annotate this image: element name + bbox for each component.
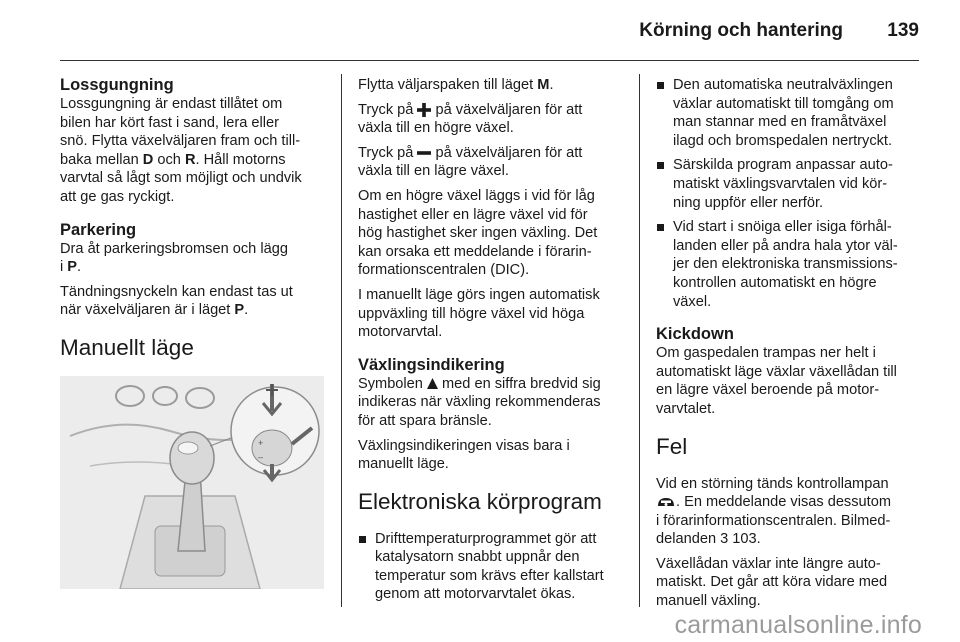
heading-vaxlingsindikering: Växlingsindikering [358,355,505,374]
svg-text:+: + [258,437,264,448]
heading-fel: Fel [656,433,688,459]
heading-parkering: Parkering [60,220,137,239]
bullet-icon [657,82,664,89]
paragraph-manual-shifting: Växellådan växlar inte längre auto- matiskt. Det går att köra vidare med manuell växling. [656,555,888,610]
heading-elektroniska-korprogram: Elektroniska körprogram [358,488,602,514]
page-header [0,0,960,62]
column-3 [656,76,924,617]
paragraph-gear-speed: Om en högre växel läggs i vid för låg hastighet eller en lägre växel vid för hög hastighet sker ingen växling. Det kan orsaka ett meddelande i förarin- formationscentralen (DIC). [358,187,598,279]
bullet-icon [657,162,664,169]
paragraph-fault: Vid en störning tänds kontrollampan . En meddelande visas dessutom i förarinformationscentralen. Bilmed- delanden 3 103. [656,475,891,548]
bullet-icon [359,536,366,543]
paragraph-lossgungning: Lossgungning är endast tillåtet om bilen har kört fast i sand, lera eller snö. Flytta växelväljaren fram och till- baka mellan D och R. Håll motorns varvtal så lågt som möjligt och undvik att ge gas ryckigt. [60,96,302,205]
svg-text:–: – [258,451,264,462]
paragraph-downshift: Tryck på på växelväljaren för att växla till en lägre växel. [358,144,583,180]
paragraph-move-lever: Flytta väljarspaken till läget M. [358,77,554,93]
paragraph-upshift: Tryck på på växelväljaren för att växla till en högre växel. [358,101,583,137]
minus-icon [417,146,431,160]
column-divider [341,74,342,607]
list-item: Den automatiska neutralväxlingen växlar automatiskt till tomgång om man stannar med en framåtväxel ilagd och bromspedalen nertryckt. [656,76,924,150]
reference-arrow-icon: 3 [720,531,729,548]
column-1 [60,76,328,589]
bullet-icon [657,224,664,231]
heading-manuellt-lage: Manuellt läge [60,334,194,360]
gear-selector-illustration [60,376,324,589]
transmission-warning-icon [656,496,676,509]
paragraph-manual-mode: I manuellt läge görs ingen automatisk uppväxling till högre växel vid höga motorvarvtal. [358,286,600,341]
header-rule [60,60,919,61]
paragraph-parkering-2: Tändningsnyckeln kan endast tas ut när växelväljaren är i läget P. [60,283,293,319]
column-2 [358,76,626,610]
heading-lossgungning: Lossgungning [60,76,174,94]
plus-icon [417,103,431,117]
paragraph-shift-indicator-manual: Växlingsindikeringen visas bara i manuellt läge. [358,437,570,473]
gear-lever-drawing [60,376,324,589]
column-divider [639,74,640,607]
list-item: Vid start i snöiga eller isiga förhål- landen eller på andra hala ytor väl- jer den elektroniska transmissions- kontrollen automatiskt en högre växel. [656,218,924,311]
watermark: carmanualsonline.info [674,611,922,639]
section-title: Körning och hantering [639,20,843,41]
shift-up-triangle-icon [427,378,438,389]
paragraph-kickdown: Om gaspedalen trampas ner helt i automatiskt läge växlar växellådan till en lägre växel beroende på motor- varvtalet. [656,345,897,417]
heading-kickdown: Kickdown [656,325,734,344]
paragraph-parkering-1: Dra åt parkeringsbromsen och lägg i P. [60,240,288,276]
list-item: Drifttemperaturprogrammet gör att katalysatorn snabbt uppnår den temperatur som krävs efter kallstart genom att motorvarvtalet ökas. [358,530,626,604]
paragraph-shift-indicator: Symbolen med en siffra bredvid sig indikeras när växling rekommenderas för att spara bränsle. [358,375,601,429]
list-item: Särskilda program anpassar auto- matiskt växlingsvarvtalen vid kör- ning uppför eller nerför. [656,156,924,212]
page-number: 139 [887,20,919,41]
